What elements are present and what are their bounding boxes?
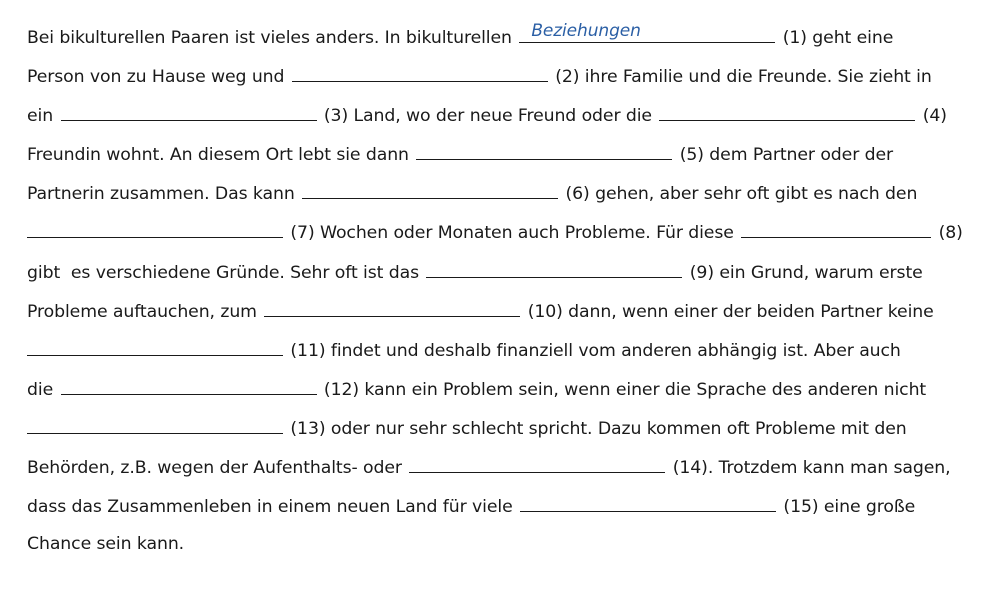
text-fragment: die xyxy=(27,379,54,400)
text-fragment: Bei bikulturellen Paaren ist vieles anders. In bikulturellen xyxy=(27,28,512,48)
answer-1: Beziehungen xyxy=(531,21,641,41)
text-line-7 xyxy=(27,257,977,296)
blank-6-input[interactable] xyxy=(302,178,558,198)
blank-2-input[interactable] xyxy=(292,61,548,81)
blank-10-input[interactable] xyxy=(264,296,520,316)
blank-13[interactable] xyxy=(27,413,283,434)
text-line-13 xyxy=(27,491,977,530)
blank-14-input[interactable] xyxy=(409,452,665,472)
blank-3-input[interactable] xyxy=(61,100,317,120)
text-fragment: (9) ein Grund, warum erste xyxy=(689,262,923,283)
text-fragment: (7) Wochen oder Monaten auch Probleme. Für diese xyxy=(290,223,734,244)
text-fragment: Probleme auftauchen, zum xyxy=(27,301,257,322)
text-fragment: (8) xyxy=(938,223,963,244)
text-line-6 xyxy=(27,217,977,256)
text-fragment: dass das Zusammenleben in einem neuen Land für viele xyxy=(27,497,513,518)
blank-2[interactable] xyxy=(292,61,548,82)
blank-15-input[interactable] xyxy=(520,491,776,511)
text-fragment: (15) eine große xyxy=(783,497,916,518)
text-line-3 xyxy=(27,100,977,139)
text-fragment: (13) oder nur sehr schlecht spricht. Dazu kommen oft Probleme mit den xyxy=(290,418,907,439)
blank-1[interactable] xyxy=(519,22,775,43)
text-line-12 xyxy=(27,452,977,491)
blank-11[interactable] xyxy=(27,335,283,356)
blank-10[interactable] xyxy=(264,296,520,317)
text-fragment: Behörden, z.B. wegen der Aufenthalts- oder xyxy=(27,458,402,479)
text-line-11 xyxy=(27,413,977,452)
blank-5-input[interactable] xyxy=(416,139,672,159)
text-line-8 xyxy=(27,296,977,335)
text-fragment: (5) dem Partner oder der xyxy=(679,145,894,166)
blank-13-input[interactable] xyxy=(27,413,283,433)
text-line-4 xyxy=(27,139,977,178)
blank-12[interactable] xyxy=(61,374,317,395)
text-line-14 xyxy=(27,530,977,569)
text-fragment: (2) ihre Familie und die Freunde. Sie zieht in xyxy=(555,67,932,88)
text-line-10 xyxy=(27,374,977,413)
blank-9-input[interactable] xyxy=(426,257,682,277)
text-fragment: (14). Trotzdem kann man sagen, xyxy=(672,458,951,479)
blank-11-input[interactable] xyxy=(27,335,283,355)
blank-9[interactable] xyxy=(426,257,682,278)
text-line-1 xyxy=(27,22,977,61)
text-line-2 xyxy=(27,61,977,100)
text-fragment: gibt es verschiedene Gründe. Sehr oft ist das xyxy=(27,262,419,283)
text-fragment: (6) gehen, aber sehr oft gibt es nach den xyxy=(565,184,918,205)
blank-8[interactable] xyxy=(741,217,931,238)
blank-4[interactable] xyxy=(659,100,915,121)
text-fragment: (10) dann, wenn einer der beiden Partner keine xyxy=(527,301,934,322)
text-fragment: (3) Land, wo der neue Freund oder die xyxy=(323,106,652,127)
text-fragment: (4) xyxy=(922,106,947,127)
text-fragment: ein xyxy=(27,106,54,127)
text-fragment: Person von zu Hause weg und xyxy=(27,67,285,88)
text-fragment: (1) geht eine xyxy=(782,28,894,48)
blank-8-input[interactable] xyxy=(741,217,931,237)
text-fragment: Chance sein kann. xyxy=(27,534,185,555)
cloze-exercise xyxy=(27,22,977,569)
text-fragment: Partnerin zusammen. Das kann xyxy=(27,184,295,205)
blank-4-input[interactable] xyxy=(659,100,915,120)
text-fragment: (11) findet und deshalb finanziell vom anderen abhängig ist. Aber auch xyxy=(290,340,901,361)
blank-3[interactable] xyxy=(61,100,317,121)
blank-7-input[interactable] xyxy=(27,217,283,237)
text-fragment: Freundin wohnt. An diesem Ort lebt sie dann xyxy=(27,145,409,166)
blank-15[interactable] xyxy=(520,491,776,512)
blank-12-input[interactable] xyxy=(61,374,317,394)
blank-14[interactable] xyxy=(409,452,665,473)
blank-6[interactable] xyxy=(302,178,558,199)
text-line-5 xyxy=(27,178,977,217)
text-line-9 xyxy=(27,335,977,374)
blank-7[interactable] xyxy=(27,217,283,238)
text-fragment: (12) kann ein Problem sein, wenn einer die Sprache des anderen nicht xyxy=(323,379,927,400)
blank-5[interactable] xyxy=(416,139,672,160)
